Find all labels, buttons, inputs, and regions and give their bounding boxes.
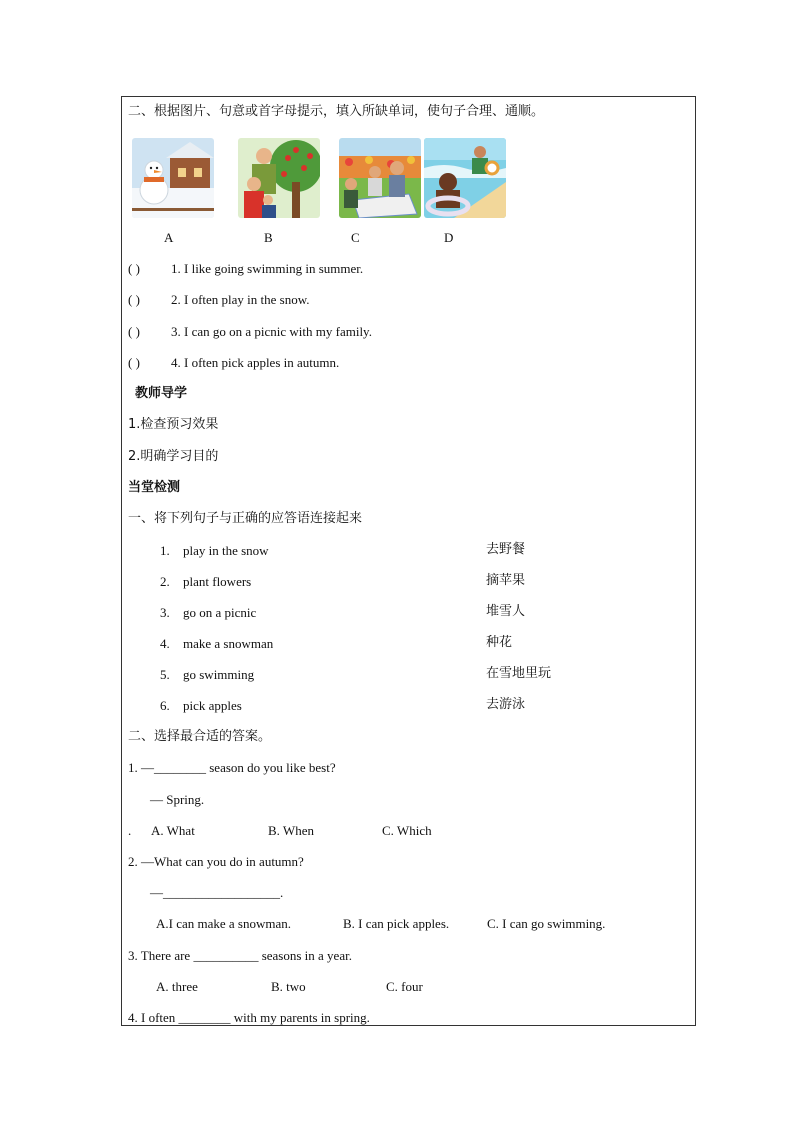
- q4-stem: 4. I often ________ with my parents in spring.: [128, 1010, 370, 1025]
- match-num: 1.: [160, 543, 170, 558]
- beach-swimming-picture: [424, 138, 506, 218]
- match-english[interactable]: go swimming: [183, 667, 255, 682]
- match-num: 4.: [160, 636, 170, 651]
- picture-label-d: D: [444, 230, 454, 245]
- question-text: 3. I can go on a picnic with my family.: [171, 324, 372, 339]
- question-text: 1. I like going swimming in summer.: [171, 261, 364, 276]
- teacher-step: 1.检查预习效果: [128, 417, 219, 432]
- match-chinese[interactable]: 在雪地里玩: [486, 666, 552, 681]
- picnic-picture: [339, 138, 421, 218]
- q3-option-b[interactable]: B. two: [271, 979, 306, 994]
- q1-dot: .: [128, 823, 132, 838]
- picture-label-c: C: [351, 230, 360, 245]
- answer-blank[interactable]: ( ): [128, 355, 140, 370]
- match-chinese[interactable]: 去野餐: [486, 542, 526, 557]
- match-chinese[interactable]: 堆雪人: [486, 604, 526, 619]
- match-english[interactable]: play in the snow: [183, 543, 269, 558]
- part1-heading: 一、将下列句子与正确的应答语连接起来: [128, 511, 363, 526]
- q1-option-c[interactable]: C. Which: [382, 823, 432, 838]
- q2-option-a[interactable]: A.I can make a snowman.: [156, 916, 292, 931]
- section1-heading: 二、根据图片、句意或首字母提示，填入所缺单词，使句子合理、通顺。: [128, 104, 545, 119]
- q3-option-c[interactable]: C. four: [386, 979, 423, 994]
- q1-answer: — Spring.: [150, 792, 205, 807]
- q2-answer: —__________________.: [150, 885, 284, 900]
- match-chinese[interactable]: 摘苹果: [486, 573, 526, 588]
- teacher-step: 2.明确学习目的: [128, 449, 219, 464]
- match-num: 6.: [160, 698, 170, 713]
- question-text: 4. I often pick apples in autumn.: [171, 355, 340, 370]
- question-text: 2. I often play in the snow.: [171, 292, 310, 307]
- q1-option-b[interactable]: B. When: [268, 823, 314, 838]
- match-num: 3.: [160, 605, 170, 620]
- part2-heading: 二、选择最合适的答案。: [128, 729, 272, 744]
- match-chinese[interactable]: 去游泳: [486, 697, 526, 712]
- check-title: 当堂检测: [128, 480, 181, 495]
- q1-stem: 1. —________ season do you like best?: [128, 760, 336, 775]
- q3-option-a[interactable]: A. three: [156, 979, 198, 994]
- match-english[interactable]: pick apples: [183, 698, 242, 713]
- match-num: 5.: [160, 667, 170, 682]
- q2-option-c[interactable]: C. I can go swimming.: [487, 916, 606, 931]
- snowman-house-picture: [132, 138, 214, 218]
- match-english[interactable]: make a snowman: [183, 636, 274, 651]
- answer-blank[interactable]: ( ): [128, 324, 140, 339]
- match-english[interactable]: go on a picnic: [183, 605, 257, 620]
- q2-option-b[interactable]: B. I can pick apples.: [343, 916, 450, 931]
- apple-picking-picture: [238, 138, 320, 218]
- q2-stem: 2. —What can you do in autumn?: [128, 854, 304, 869]
- picture-label-b: B: [264, 230, 273, 245]
- match-chinese[interactable]: 种花: [486, 635, 513, 650]
- match-num: 2.: [160, 574, 170, 589]
- match-english[interactable]: plant flowers: [183, 574, 252, 589]
- answer-blank[interactable]: ( ): [128, 261, 140, 276]
- teacher-guide-title: 教师导学: [135, 386, 188, 401]
- q1-option-a[interactable]: A. What: [151, 823, 195, 838]
- q3-stem: 3. There are __________ seasons in a year.: [128, 948, 352, 963]
- picture-label-a: A: [164, 230, 174, 245]
- answer-blank[interactable]: ( ): [128, 292, 140, 307]
